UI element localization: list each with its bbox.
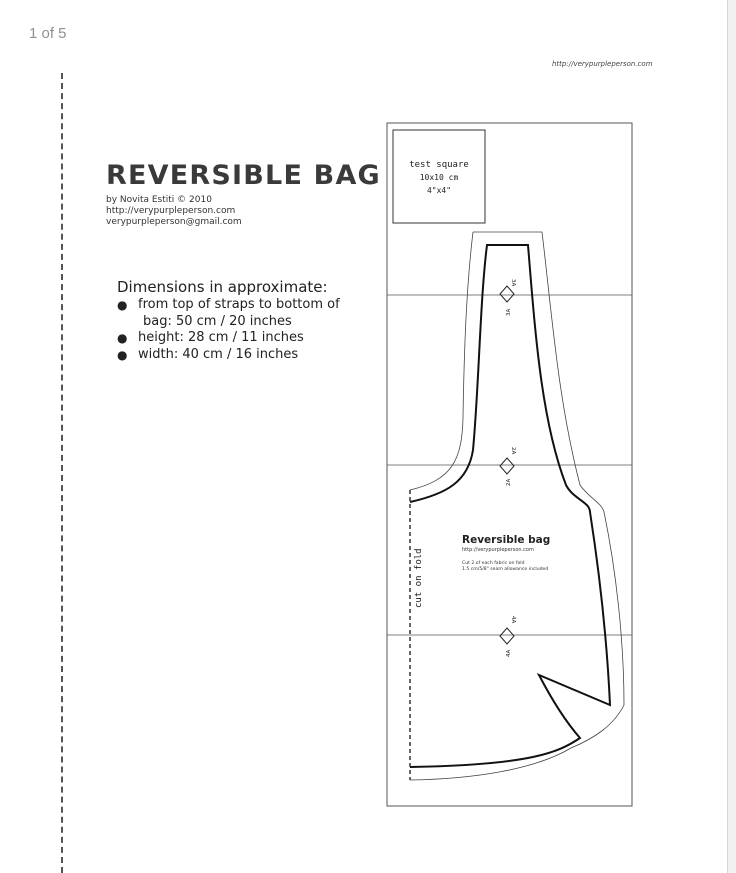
test-square-label: test square bbox=[409, 160, 469, 170]
seam-allowance-outline-left bbox=[410, 232, 473, 490]
marker-label: 4A bbox=[510, 616, 516, 624]
dimensions-heading: Dimensions in approximate: bbox=[117, 278, 328, 296]
byline-website: http://verypurpleperson.com bbox=[106, 206, 236, 216]
bag-outline bbox=[410, 245, 610, 767]
notch-marker-2a bbox=[500, 458, 514, 474]
cut-on-fold-label: cut on fold bbox=[414, 548, 424, 608]
bag-pattern-diagram bbox=[380, 118, 640, 813]
dimensions-list bbox=[117, 297, 377, 363]
marker-label: 2A bbox=[506, 478, 512, 486]
dimension-text: from top of straps to bottom of bbox=[138, 297, 340, 312]
dimension-text-continued: bag: 50 cm / 20 inches bbox=[143, 313, 292, 329]
bullet-icon: ● bbox=[117, 347, 128, 362]
notch-marker-4a bbox=[500, 628, 514, 644]
test-square-imperial: 4"x4" bbox=[426, 186, 452, 195]
list-item bbox=[117, 330, 377, 347]
dimension-text: width: 40 cm / 16 inches bbox=[138, 346, 299, 362]
binder-margin-line bbox=[61, 73, 63, 873]
marker-label: 3A bbox=[510, 279, 516, 287]
dimension-text: height: 28 cm / 11 inches bbox=[138, 330, 304, 345]
marker-label: 4A bbox=[506, 649, 512, 657]
pattern-piece-title: Reversible bag bbox=[462, 534, 551, 546]
pattern-piece-url: http://verypurpleperson.com bbox=[462, 547, 534, 553]
bullet-icon: ● bbox=[117, 298, 128, 312]
marker-label: 2A bbox=[510, 447, 516, 455]
header-url: http://verypurpleperson.com bbox=[552, 60, 653, 68]
bullet-icon: ● bbox=[117, 331, 128, 345]
marker-label: 3A bbox=[506, 308, 512, 316]
pattern-piece-note: Cut 2 of each fabric on fold bbox=[462, 561, 525, 566]
pattern-page-border bbox=[387, 123, 632, 806]
pattern-piece-note: 1.5 cm/5/8" seam allowance included bbox=[462, 567, 549, 572]
test-square-metric: 10x10 cm bbox=[419, 173, 459, 182]
notch-marker-3a bbox=[500, 286, 514, 302]
byline-author: by Novita Estiti © 2010 bbox=[106, 195, 212, 205]
list-item bbox=[117, 347, 377, 364]
document-title: REVERSIBLE BAG bbox=[106, 160, 381, 191]
page-indicator: 1 of 5 bbox=[29, 25, 67, 42]
byline-email: verypurpleperson@gmail.com bbox=[106, 217, 242, 227]
list-item bbox=[117, 297, 377, 330]
